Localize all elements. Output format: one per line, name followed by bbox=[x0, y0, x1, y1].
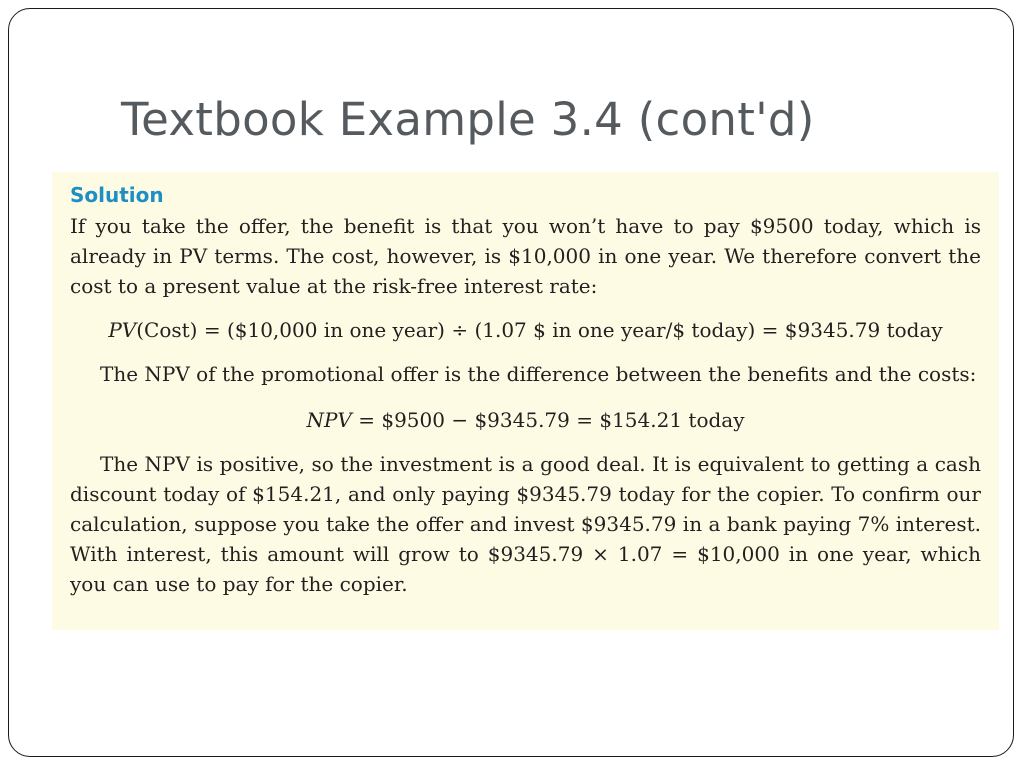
pv-cost-equation bbox=[70, 315, 981, 345]
pv-symbol: PV bbox=[108, 318, 137, 342]
npv-symbol: NPV bbox=[306, 408, 352, 432]
solution-heading: Solution bbox=[70, 183, 164, 207]
solution-panel bbox=[52, 172, 999, 630]
npv-equation-text: = $9500 − $9345.79 = $154.21 today bbox=[351, 408, 745, 432]
pv-cost-equation-text: (Cost) = ($10,000 in one year) ÷ (1.07 $ in one year/$ today) = $9345.79 today bbox=[136, 318, 943, 342]
npv-equation bbox=[70, 405, 981, 435]
slide-title: Textbook Example 3.4 (cont'd) bbox=[121, 93, 815, 146]
solution-paragraph-intro: If you take the offer, the benefit is that you won’t have to pay $9500 today, which is already in PV terms. The cost, however, is $10,000 in one year. We therefore convert the cost to a present value at the risk-free interest rate: bbox=[70, 214, 981, 298]
solution-paragraph-conclusion: The NPV is positive, so the investment is a good deal. It is equivalent to getting a cash discount today of $154.21, and only paying $9345.79 today for the copier. To confirm our calculation, suppose you take the offer and invest $9345.79 in a bank paying 7% interest. With interest, this amount will grow to $9345.79 × 1.07 = $10,000 in one year, which you can use to pay for the copier. bbox=[70, 452, 981, 596]
solution-paragraph-npv-definition: The NPV of the promotional offer is the difference between the benefits and the costs: bbox=[100, 362, 977, 386]
slide-frame bbox=[8, 8, 1014, 757]
